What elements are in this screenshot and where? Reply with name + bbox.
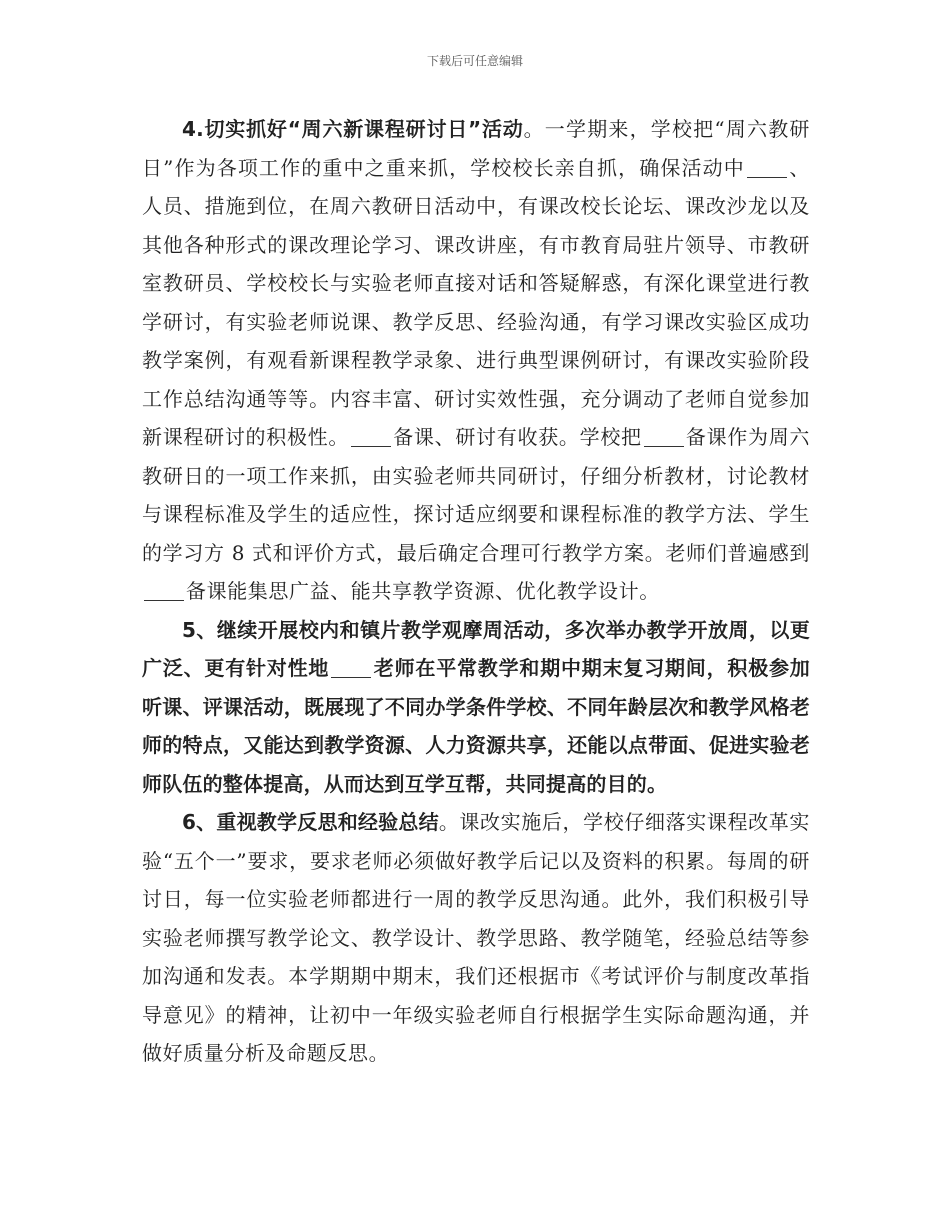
blank-line [747, 157, 787, 178]
paragraph-4-text-5: 备课能集思广益、能共享教学资源、优化教学设计。 [186, 579, 660, 603]
paragraph-6-heading: 6、重视教学反思和经验总结 [182, 810, 439, 834]
paragraph-4-text-1: 。一学期来，学校把“周六教研日”作为各项工作的重中之重来抓，学校校长亲自抓，确保活动中 [142, 117, 811, 180]
page-header: 下载后可任意编辑 [426, 54, 523, 68]
blank-line [144, 580, 184, 601]
paragraph-5 [142, 611, 810, 804]
paragraph-6-text: 。课改实施后，学校仔细落实课程改革实验“五个一”要求，要求老师必须做好教学后记以及资料的积累。每周的研讨日，每一位实验老师都进行一周的教学反思沟通。此外，我们积极引导实验老师撰写教学论文、教学设计、教学思路、教学随笔，经验总结等参加沟通和发表。本学期期中期末，我们还根据市《考试评价与制度改革指导意见》的精神，让初中一年级实验老师自行根据学生实际命题沟通，并做好质量分析及命题反思。 [142, 810, 810, 1065]
paragraph-4 [142, 110, 810, 611]
paragraph-4-text-4: 备课作为周六教研日的一项工作来抓，由实验老师共同研讨，仔细分析教材，讨论教材与课程标准及学生的适应性，探讨适应纲要和课程标准的教学方法、学生的学习方 8 式和评价方式，最后确定合理可行教学方案。老师们普遍感到 [142, 425, 811, 565]
paragraph-6 [142, 803, 810, 1073]
paragraph-5-text-2: 老师在平常教学和期中期末复习期间，积极参加听课、评课活动，既展现了不同办学条件学校、不同年龄层次和教学风格老师的特点，又能达到教学资源、人力资源共享，还能以点带面、促进实验老师队伍的整体提高，从而达到互学互帮，共同提高的目的。 [142, 656, 810, 796]
paragraph-4-heading: 4.切实抓好“周六新课程研讨日”活动 [182, 117, 524, 141]
blank-line [644, 426, 684, 447]
document-body [142, 110, 810, 1073]
paragraph-4-text-2: 、人员、措施到位，在周六教研日活动中，有课改校长论坛、课改沙龙以及其他各种形式的课改理论学习、课改讲座，有市教育局驻片领导、市教研室教研员、学校校长与实验老师直接对话和答疑解惑，有深化课堂进行教学研讨，有实验老师说课、教学反思、经验沟通，有学习课改实验区成功教学案例，有观看新课程教学录象、进行典型课例研讨，有课改实验阶段工作总结沟通等等。内容丰富、研讨实效性强，充分调动了老师自觉参加新课程研讨的积极性。 [142, 155, 811, 449]
blank-line [351, 426, 391, 447]
blank-line [331, 657, 371, 678]
paragraph-5-text-1: 5、继续开展校内和镇片教学观摩周活动，多次举办教学开放周，以更广泛、更有针对性地 [142, 617, 810, 680]
paragraph-4-text-3: 备课、研讨有收获。学校把 [393, 425, 642, 449]
